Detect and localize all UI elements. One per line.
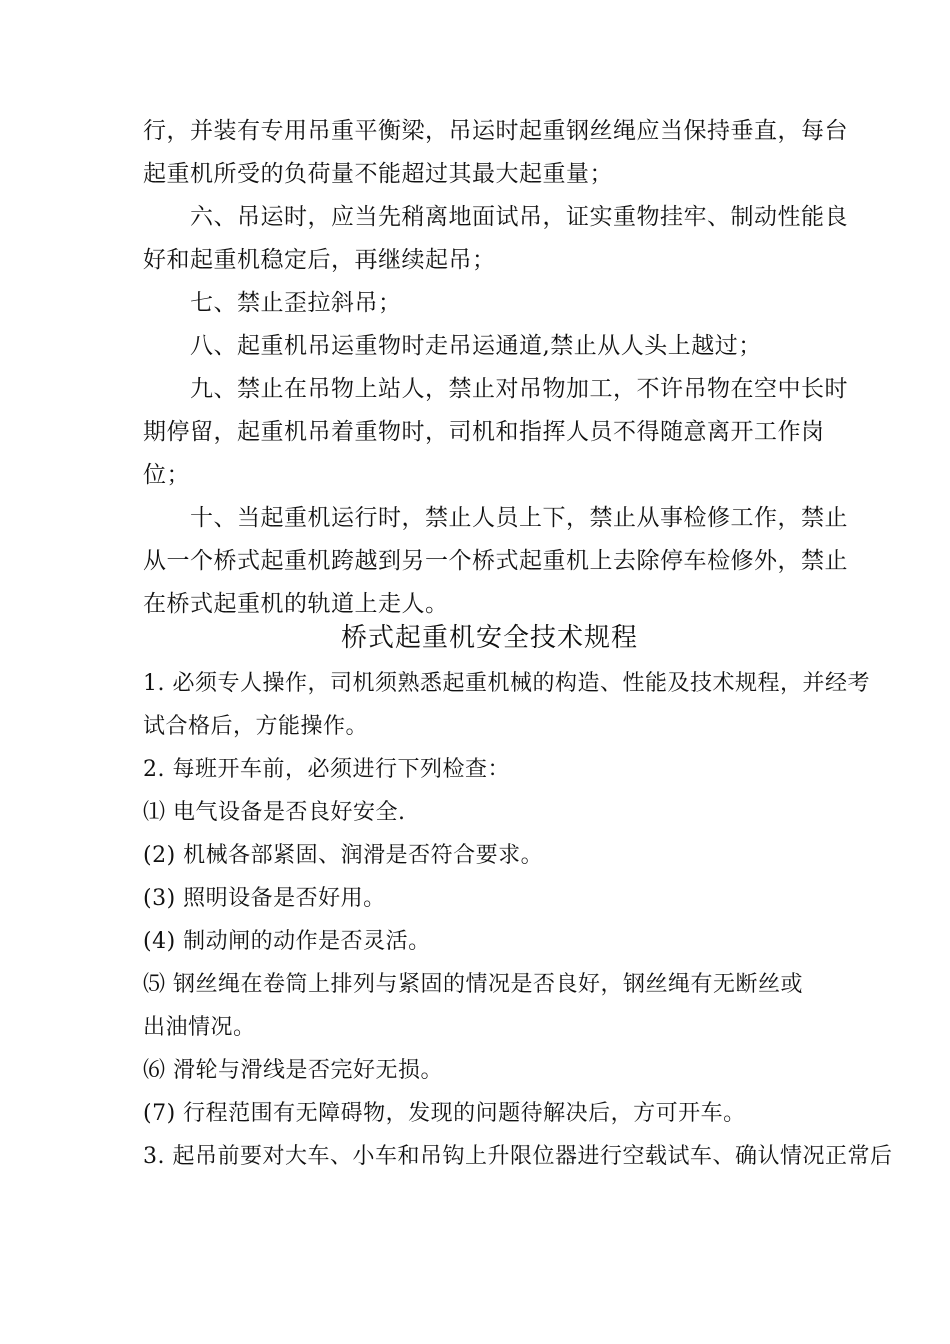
body-line: (2) 机械各部紧固、润滑是否符合要求。 xyxy=(143,843,544,868)
body-line: 八、起重机吊运重物时走吊运通道,禁止从人头上越过； xyxy=(190,333,762,359)
body-line: 六、吊运时，应当先稍离地面试吊，证实重物挂牢、制动性能良 xyxy=(190,204,848,230)
body-line: 出油情况。 xyxy=(143,1015,256,1040)
body-line: 试合格后，方能操作。 xyxy=(143,714,369,739)
section-title: 桥式起重机安全技术规程 xyxy=(341,623,639,653)
body-line: ⑹ 滑轮与滑线是否完好无损。 xyxy=(143,1058,443,1083)
body-line: 七、禁止歪拉斜吊； xyxy=(190,290,402,316)
body-line: 3. 起吊前要对大车、小车和吊钩上升限位器进行空载试车、确认情况正常后 xyxy=(143,1144,893,1169)
body-line: (3) 照明设备是否好用。 xyxy=(143,886,386,911)
body-line: 从一个桥式起重机跨越到另一个桥式起重机上去除停车检修外，禁止 xyxy=(143,548,848,574)
body-line: 起重机所受的负荷量不能超过其最大起重量； xyxy=(143,161,613,187)
body-line: 十、当起重机运行时，禁止人员上下，禁止从事检修工作，禁止 xyxy=(190,505,848,531)
body-line: ⑴ 电气设备是否良好安全. xyxy=(143,800,406,825)
body-line: 位； xyxy=(143,462,190,488)
body-line: 行，并装有专用吊重平衡梁，吊运时起重钢丝绳应当保持垂直，每台 xyxy=(143,118,848,144)
body-line: 在桥式起重机的轨道上走人。 xyxy=(143,591,449,617)
body-line: (4) 制动闸的动作是否灵活。 xyxy=(143,929,431,954)
body-line: (7) 行程范围有无障碍物，发现的问题待解决后，方可开车。 xyxy=(143,1101,746,1126)
body-line: 2. 每班开车前，必须进行下列检查： xyxy=(143,757,510,782)
body-line: 九、禁止在吊物上站人，禁止对吊物加工，不许吊物在空中长时 xyxy=(190,376,848,402)
body-line: 好和起重机稳定后，再继续起吊； xyxy=(143,247,496,273)
body-line: 1. 必须专人操作，司机须熟悉起重机械的构造、性能及技术规程，并经考 xyxy=(143,671,870,696)
body-line: ⑸ 钢丝绳在卷筒上排列与紧固的情况是否良好，钢丝绳有无断丝或 xyxy=(143,972,803,997)
body-line: 期停留，起重机吊着重物时，司机和指挥人员不得随意离开工作岗 xyxy=(143,419,825,445)
